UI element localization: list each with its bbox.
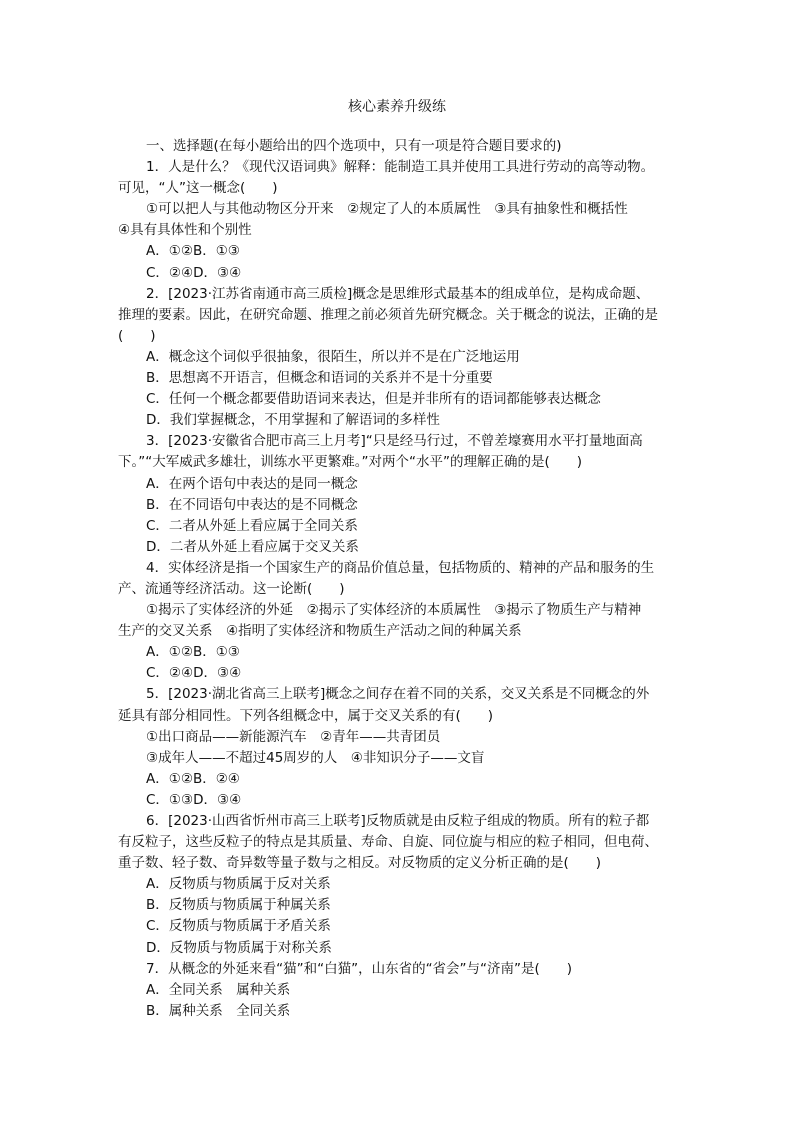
question-3-line-2: 下。”“大军威武多雄壮，训练水平更繁难。”对两个“水平”的理解正确的是( ) xyxy=(118,454,583,471)
question-4-statement-2: 生产的交叉关系 ④指明了实体经济和物质生产活动之间的种属关系 xyxy=(118,623,522,640)
question-3-option-d[interactable]: D．二者从外延上看应属于交叉关系 xyxy=(146,538,359,555)
question-3-option-c[interactable]: C．二者从外延上看应属于全同关系 xyxy=(146,517,358,534)
question-6-option-c[interactable]: C．反物质与物质属于矛盾关系 xyxy=(146,918,331,935)
question-6-option-a[interactable]: A．反物质与物质属于反对关系 xyxy=(146,876,331,893)
question-5-statement-2: ③成年人——不超过45周岁的人 ④非知识分子——文盲 xyxy=(146,749,485,766)
question-7-line-1: 7．从概念的外延来看“猫”和“白猫”，山东省的“省会”与“济南”是( ) xyxy=(146,960,573,977)
question-4-line-1: 4．实体经济是指一个国家生产的商品价值总量，包括物质的、精神的产品和服务的生 xyxy=(146,559,655,576)
question-6-option-d[interactable]: D．反物质与物质属于对称关系 xyxy=(146,939,332,956)
question-2-option-c[interactable]: C．任何一个概念都要借助语词来表达，但是并非所有的语词都能够表达概念 xyxy=(146,391,601,408)
question-3-option-a[interactable]: A．在两个语句中表达的是同一概念 xyxy=(146,475,358,492)
question-4-statement-1: ①揭示了实体经济的外延 ②揭示了实体经济的本质属性 ③揭示了物质生产与精神 xyxy=(146,602,642,619)
question-5-option-ab[interactable]: A．①②B．②④ xyxy=(146,770,240,787)
question-3-line-1: 3．[2023·安徽省合肥市高三上月考]“只是经马行过，不曾差壕赛用水平打量地面高 xyxy=(146,433,643,450)
question-1-line-2: 可见，“人”这一概念( ) xyxy=(118,180,278,197)
question-6-option-b[interactable]: B．反物质与物质属于种属关系 xyxy=(146,897,331,914)
question-4-option-ab[interactable]: A．①②B．①③ xyxy=(146,644,240,661)
question-4-option-cd[interactable]: C．②④D．③④ xyxy=(146,665,242,682)
question-5-option-cd[interactable]: C．①③D．③④ xyxy=(146,791,242,808)
section-header: 一、选择题(在每小题给出的四个选项中，只有一项是符合题目要求的) xyxy=(146,138,562,154)
question-2-line-3: ( ) xyxy=(118,327,156,344)
question-7-option-b[interactable]: B．属种关系 全同关系 xyxy=(146,1002,291,1019)
page-title: 核心素养升级练 xyxy=(348,99,446,115)
question-2-option-b[interactable]: B．思想离不开语言，但概念和语词的关系并不是十分重要 xyxy=(146,370,493,387)
question-6-line-3: 重子数、轻子数、奇异数等量子数与之相反。对反物质的定义分析正确的是( ) xyxy=(118,855,602,872)
question-2-option-a[interactable]: A．概念这个词似乎很抽象，很陌生，所以并不是在广泛地运用 xyxy=(146,348,520,365)
question-1-statement-2: ④具有具体性和个别性 xyxy=(118,222,252,239)
question-5-line-2: 延具有部分相同性。下列各组概念中，属于交叉关系的有( ) xyxy=(118,707,494,724)
question-6-line-1: 6．[2023·山西省忻州市高三上联考]反物质就是由反粒子组成的物质。所有的粒子都 xyxy=(146,813,650,829)
question-1-option-ab[interactable]: A．①②B．①③ xyxy=(146,243,240,260)
question-2-line-1: 2．[2023·江苏省南通市高三质检]概念是思维形式最基本的组成单位，是构成命题、 xyxy=(146,285,650,302)
question-2-line-2: 推理的要素。因此，在研究命题、推理之前必须首先研究概念。关于概念的说法，正确的是 xyxy=(118,306,658,323)
question-2-option-d[interactable]: D．我们掌握概念，不用掌握和了解语词的多样性 xyxy=(146,412,440,429)
question-3-option-b[interactable]: B．在不同语句中表达的是不同概念 xyxy=(146,496,358,513)
question-1-statement-1: ①可以把人与其他动物区分开来 ②规定了人的本质属性 ③具有抽象性和概括性 xyxy=(146,201,628,218)
question-5-statement-1: ①出口商品——新能源汽车 ②青年——共青团员 xyxy=(146,728,441,745)
question-7-option-a[interactable]: A．全同关系 属种关系 xyxy=(146,981,291,998)
question-1-option-cd[interactable]: C．②④D．③④ xyxy=(146,264,242,281)
question-1-line-1: 1．人是什么？《现代汉语词典》解释：能制造工具并使用工具进行劳动的高等动物。 xyxy=(146,159,655,176)
question-list xyxy=(118,136,678,1022)
question-4-line-2: 产、流通等经济活动。这一论断( ) xyxy=(118,580,345,597)
question-5-line-1: 5．[2023·湖北省高三上联考]概念之间存在着不同的关系，交叉关系是不同概念的外 xyxy=(146,686,650,703)
question-6-line-2: 有反粒子，这些反粒子的特点是其质量、寿命、自旋、同位旋与相应的粒子相同，但电荷、 xyxy=(118,834,658,851)
